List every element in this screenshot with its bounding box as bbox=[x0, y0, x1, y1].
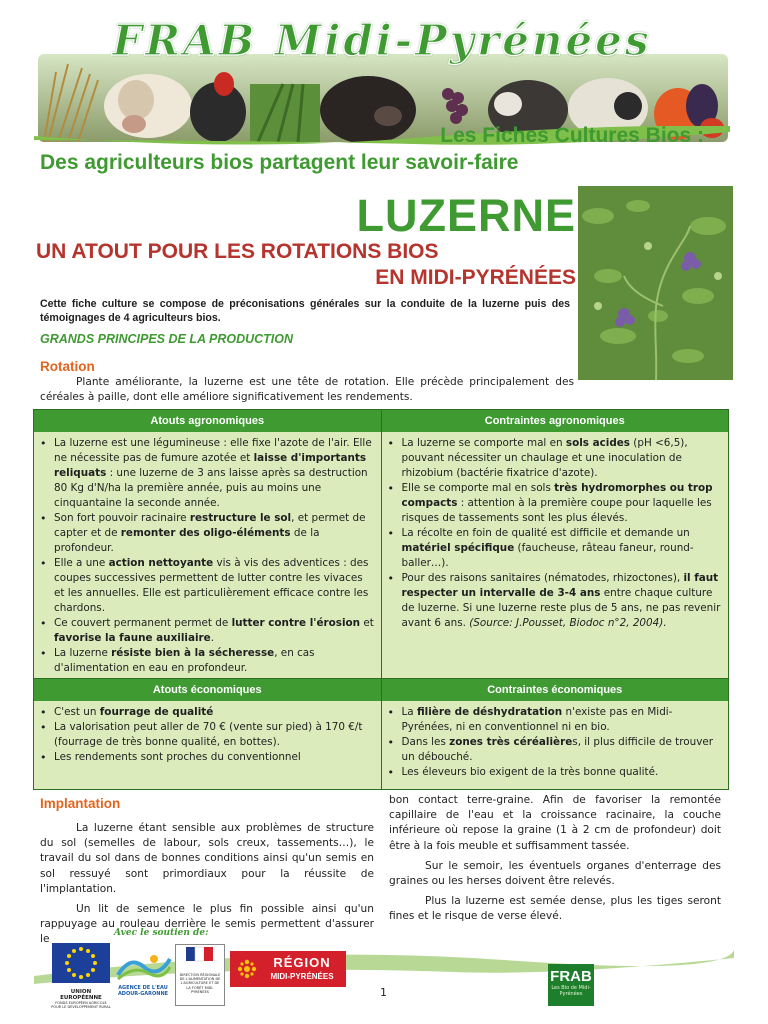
series-title: Les Fiches Cultures Bios : bbox=[440, 124, 704, 147]
principles-heading: GRANDS PRINCIPES DE LA PRODUCTION bbox=[40, 332, 294, 346]
banner-title: FRAB Midi-Pyrénées bbox=[112, 16, 652, 65]
ministry-label: DIRECTION RÉGIONALE DE L'ALIMENTATION DE L'AGRICULTURE ET DE LA FORÊT MIDI-PYRÉNÉES bbox=[179, 973, 221, 994]
implantation-paragraph: Un lit de semence le plus fin possible ainsi qu'un rappuyage au rouleau derrière le semis permettent d'assurer le bbox=[40, 903, 374, 946]
eu-label: UNION EUROPÉENNE bbox=[60, 989, 102, 1001]
agronomic-assets-cell bbox=[34, 432, 381, 678]
economic-assets-header: Atouts économiques bbox=[152, 684, 262, 696]
list-item: • Elle se comporte mal en sols très hydromorphes ou trop compacts : attention à la première coupe pour laquelle les risques de tassements sont les plus élevés. bbox=[386, 481, 723, 526]
region-title: RÉGION bbox=[273, 955, 331, 970]
list-item: • Dans les zones très céréalières, il plus difficile de trouver un débouché. bbox=[386, 735, 723, 765]
economic-assets-cell bbox=[34, 701, 381, 789]
economic-table-header bbox=[34, 679, 728, 701]
series-subtitle: Des agriculteurs bios partagent leur savoir-faire bbox=[40, 151, 519, 174]
agronomic-constraints-header: Contraintes agronomiques bbox=[381, 410, 729, 432]
ministry-logo bbox=[175, 944, 225, 1006]
adour-label: AGENCE DE L'EAU ADOUR-GARONNE bbox=[117, 985, 169, 997]
eu-sublabel: FONDS EUROPÉEN AGRICOLE POUR LE DÉVELOPPEMENT RURAL bbox=[51, 1001, 111, 1009]
agronomic-constraints-list bbox=[386, 436, 723, 631]
implantation-paragraph: Sur le semoir, les éventuels organes d'enterrage des graines ou les herses doivent être relevés. bbox=[389, 859, 721, 888]
implantation-paragraph: bon contact terre-graine. Afin de favoriser la remontée capillaire de l'eau et la croissance racinaire, la couche inférieure où repose la graine (1 à 2 cm de profondeur) doit être à la fois meuble et suffisamment tassée. bbox=[389, 794, 721, 852]
economic-constraints-list bbox=[386, 705, 723, 780]
alfalfa-photo bbox=[578, 186, 733, 380]
header-banner bbox=[34, 14, 730, 138]
list-item: • Pour des raisons sanitaires (nématodes, rhizoctones), il faut respecter un intervalle de 3-4 ans entre chaque culture de luzerne. Si une luzerne reste plus de 5 ans, ne pas revenir avant 6 ans. (Source: J.Pousset, Biodoc n°2, 2004). bbox=[386, 571, 723, 631]
list-item: • La valorisation peut aller de 70 € (vente sur pied) à 170 €/t (fourrage de très bonne qualité, en bottes). bbox=[38, 720, 375, 750]
page-subtitle-line1: UN ATOUT POUR LES ROTATIONS BIOS bbox=[36, 240, 439, 263]
frab-title: FRAB bbox=[550, 968, 592, 985]
implantation-paragraph: La luzerne étant sensible aux problèmes de structure du sol (semelles de labour, sols creux, tassements…), le travail du sol dans de bonnes conditions ainsi qu'un semis en sol ressuyé sont primordiaux pour la réussite de l'implantation. bbox=[40, 822, 374, 895]
implantation-right-column bbox=[389, 793, 721, 930]
economic-constraints-header: Contraintes économiques bbox=[381, 679, 729, 701]
region-logo bbox=[230, 951, 346, 987]
page-subtitle-line2: EN MIDI-PYRÉNÉES bbox=[375, 266, 576, 289]
list-item: • Elle a une action nettoyante vis à vis des adventices : des coupes successives permettent de lutter contre les vivaces et les annuelles. Elle est particulièrement efficace contre les chardons. bbox=[38, 556, 375, 616]
list-item: • Les rendements sont proches du conventionnel bbox=[38, 750, 375, 765]
frab-logo bbox=[548, 964, 594, 1006]
frab-subtitle: Les Bio de Midi-Pyrénées bbox=[551, 985, 591, 997]
list-item: • La luzerne se comporte mal en sols acides (pH <6,5), pouvant nécessiter un chaulage et une inoculation de rhizobium (bactérie fixatrice d'azote). bbox=[386, 436, 723, 481]
page-number: 1 bbox=[380, 986, 387, 999]
support-label: Avec le soutien de: bbox=[114, 928, 209, 938]
list-item: • La filière de déshydratation n'existe pas en Midi-Pyrénées, ni en conventionnel ni en bio. bbox=[386, 705, 723, 735]
implantation-heading: Implantation bbox=[40, 796, 121, 811]
economic-constraints-cell bbox=[381, 701, 729, 789]
list-item: • Son fort pouvoir racinaire restructure le sol, et permet de capter et de remonter des oligo-éléments de la profondeur. bbox=[38, 511, 375, 556]
agronomic-assets-header: Atouts agronomiques bbox=[150, 415, 265, 427]
list-item: • C'est un fourrage de qualité bbox=[38, 705, 375, 720]
economic-table bbox=[33, 678, 729, 790]
implantation-paragraph: Plus la luzerne est semée dense, plus les tiges seront fines et le risque de verse élevé. bbox=[389, 895, 721, 923]
rotation-heading: Rotation bbox=[40, 359, 95, 374]
rotation-paragraph: Plante améliorante, la luzerne est une tête de rotation. Elle précède principalement des céréales à paille, dont elle améliore significativement les rendements. bbox=[40, 376, 574, 403]
list-item: • La luzerne est une légumineuse : elle fixe l'azote de l'air. Elle ne nécessite pas de fumure azotée et laisse d'importants reliquats : une luzerne de 3 ans laisse après sa destruction 80 Kg d'N/ha la première année, puis au moins une cinquantaine la seconde année. bbox=[38, 436, 375, 511]
list-item: • La récolte en foin de qualité est difficile et demande un matériel spécifique (faucheuse, râteau faneur, round-baller…). bbox=[386, 526, 723, 571]
agronomic-constraints-cell bbox=[381, 432, 729, 678]
region-subtitle: MIDI-PYRÉNÉES bbox=[270, 972, 334, 981]
economic-assets-list bbox=[38, 705, 375, 765]
agronomic-assets-list bbox=[38, 436, 375, 676]
agronomic-table bbox=[33, 409, 729, 679]
adour-garonne-logo bbox=[114, 951, 172, 1003]
list-item: • Ce couvert permanent permet de lutter contre l'érosion et favorise la faune auxiliaire. bbox=[38, 616, 375, 646]
agronomic-table-header bbox=[34, 410, 728, 432]
list-item: • La luzerne résiste bien à la sécheresse, en cas d'alimentation en eau en profondeur. bbox=[38, 646, 375, 676]
intro-paragraph: Cette fiche culture se compose de préconisations générales sur la conduite de la luzerne puis des témoignages de 4 agriculteurs bios. bbox=[40, 298, 570, 324]
page-title: LUZERNE bbox=[356, 190, 576, 241]
list-item: • Les éleveurs bio exigent de la très bonne qualité. bbox=[386, 765, 723, 780]
eu-logo bbox=[50, 943, 112, 1009]
